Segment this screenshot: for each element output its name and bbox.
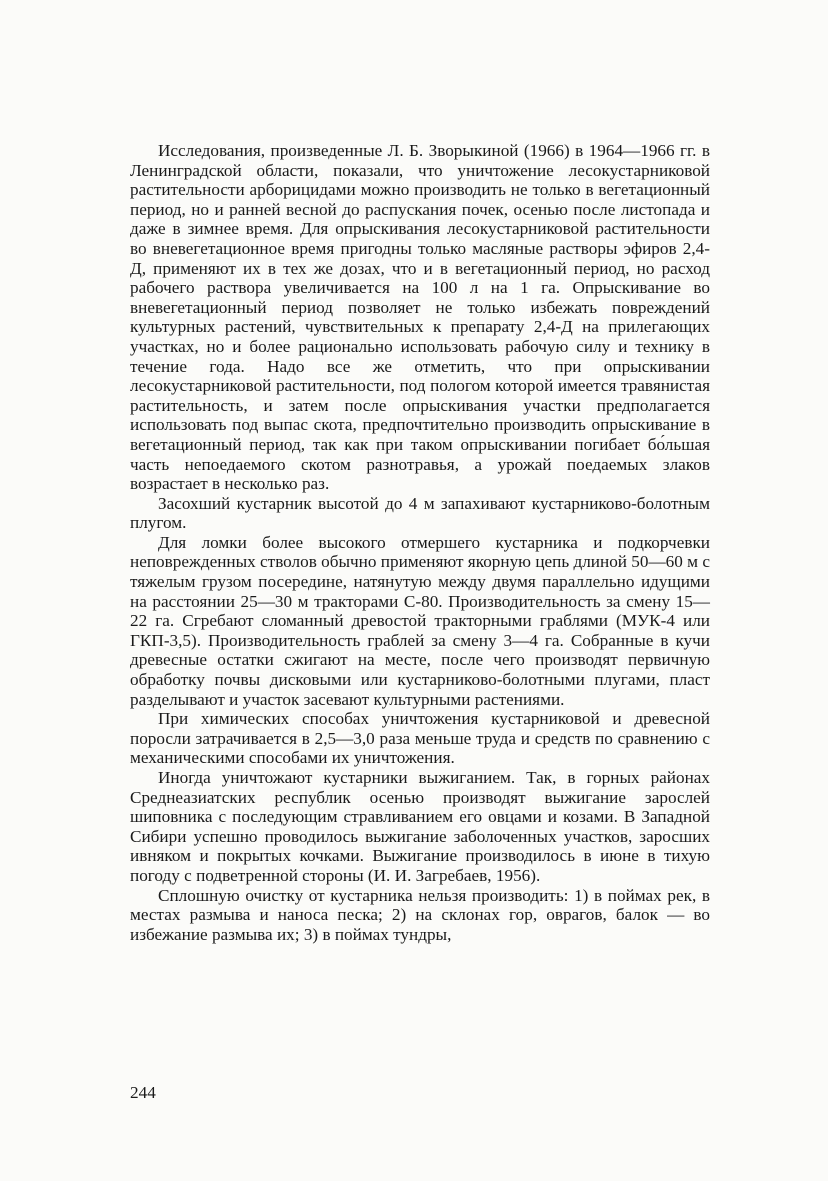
paragraph-herbicide-research: Исследования, произведенные Л. Б. Зворыкиной (1966) в 1964—1966 гг. в Ленинградской области, показали, что уничтожение лесокустарниковой растительности арборицидами можно производить не только в вегетационный период, но и ранней весной до распускания почек, осенью после листопада и даже в зимнее время. Для опрыскивания лесокустарниковой растительности во вневегетационное время пригодны только масляные растворы эфиров 2,4-Д, применяют их в тех же дозах, что и в вегетационный период, но расход рабочего раствора увеличивается на 100 л на 1 га. Опрыскивание во вневегетационный период позволяет не только избежать повреждений культурных растений, чувствительных к препарату 2,4-Д на прилегающих участках, но и более рационально использовать рабочую силу и технику в течение года. Надо все же отметить, что при опрыскивании лесокустарниковой растительности, под пологом которой имеется травянистая растительность, и затем после опрыскивания участки предполагается использовать под выпас скота, предпочтительно производить опрыскивание в вегетационный период, так как при таком опрыскивании погибает бо́льшая часть непоедаемого скотом разнотравья, а урожай поедаемых злаков возрастает в несколько раз. <box>130 141 710 494</box>
body-text <box>130 141 710 944</box>
paragraph-burning-shrubs: Иногда уничтожают кустарники выжиганием. Так, в горных районах Среднеазиатских республик осенью производят выжигание зарослей шиповника с последующим стравливанием его овцами и козами. В Западной Сибири успешно проводилось выжигание заболоченных участков, заросших ивняком и покрытых кочками. Выжигание производилось в июне в тихую погоду с подветренной стороны (И. И. Загребаев, 1956). <box>130 768 710 885</box>
paragraph-clearing-restrictions: Сплошную очистку от кустарника нельзя производить: 1) в поймах рек, в местах размыва и наноса песка; 2) на склонах гор, оврагов, балок — во избежание размыва их; 3) в поймах тундры, <box>130 885 710 944</box>
paragraph-plowing-dry-shrubs: Засохший кустарник высотой до 4 м запахивают кустарниково-болотным плугом. <box>130 493 710 533</box>
paragraph-chemical-methods: При химических способах уничтожения кустарниковой и древесной поросли затрачивается в 2,5—3,0 раза меньше труда и средств по сравнению с механическими способами их уничтожения. <box>130 709 710 768</box>
paragraph-anchor-chain-method: Для ломки более высокого отмершего кустарника и подкорчевки неповрежденных стволов обычно применяют якорную цепь длиной 50—60 м с тяжелым грузом посередине, натянутую между двумя параллельно идущими на расстоянии 25—30 м тракторами С-80. Производительность за смену 15—22 га. Сгребают сломанный древостой тракторными граблями (МУК-4 или ГКП-3,5). Производительность граблей за смену 3—4 га. Собранные в кучи древесные остатки сжигают на месте, после чего производят первичную обработку почвы дисковыми или кустарниково-болотными плугами, пласт разделывают и участок засевают культурными растениями. <box>130 532 710 709</box>
page-number: 244 <box>130 1083 156 1102</box>
